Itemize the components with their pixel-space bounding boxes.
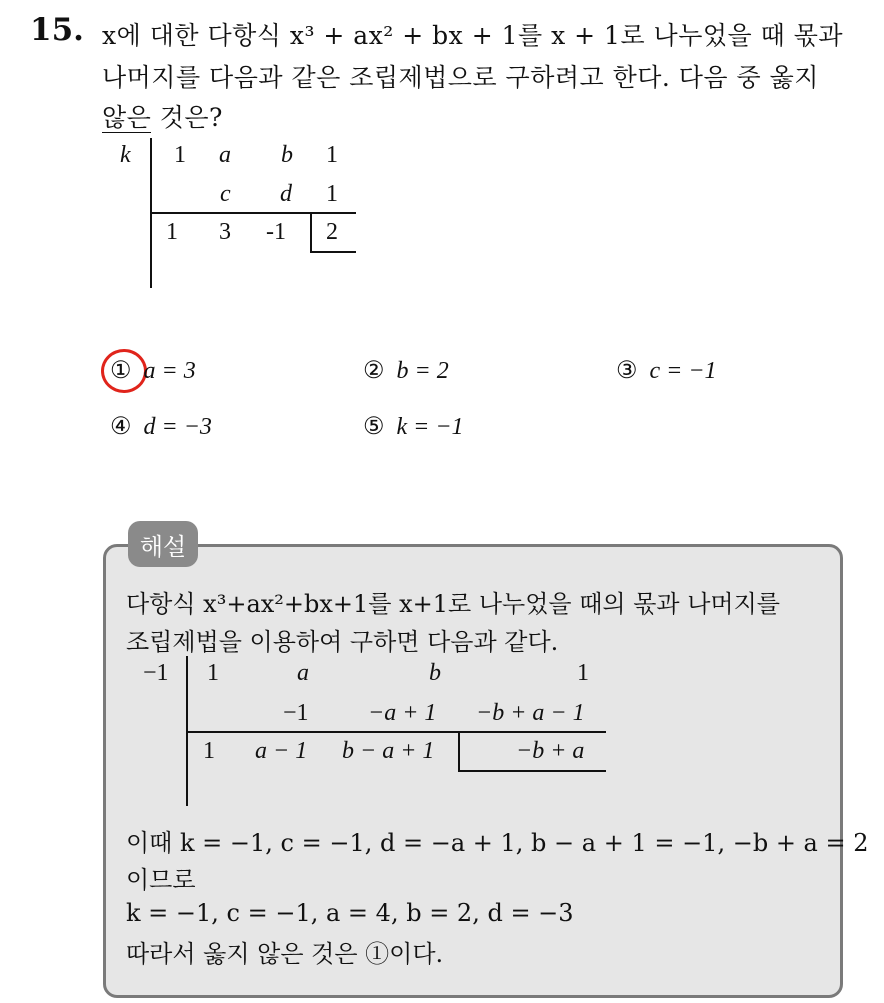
- solution-row2-cell: −1: [283, 700, 309, 726]
- choice-text: k = −1: [396, 414, 464, 440]
- table-remainder: 2: [326, 219, 338, 245]
- solution-line-5: k = −1, c = −1, a = 4, b = 2, d = −3: [126, 899, 574, 927]
- solution-row3-cell: 1: [203, 738, 215, 764]
- choice-text: c = −1: [649, 358, 717, 384]
- solution-row3-cell: a − 1: [255, 738, 308, 764]
- solution-remainder-horizontal-rule: [458, 770, 606, 772]
- question-number: 15.: [30, 12, 84, 48]
- table-row1-cell: 1: [174, 142, 186, 168]
- solution-table-horizontal-rule: [186, 731, 606, 733]
- choice-2[interactable]: [363, 356, 449, 385]
- solution-line-4: 이므로: [126, 866, 196, 894]
- table-horizontal-rule: [150, 212, 356, 214]
- solution-row1-cell: a: [297, 660, 309, 686]
- choice-marker: ⑤: [363, 414, 385, 440]
- table-row1-cell: 1: [326, 142, 338, 168]
- choice-1[interactable]: [110, 356, 196, 385]
- solution-row1-cell: 1: [577, 660, 589, 686]
- choice-marker: ①: [110, 358, 132, 384]
- question-line-3: [102, 98, 223, 134]
- underlined-negation: 않은: [102, 103, 152, 132]
- solution-table-divisor: −1: [143, 660, 169, 686]
- question-line-3-rest: 것은?: [151, 103, 223, 132]
- solution-line-1: 다항식 x³+ax²+bx+1를 x+1로 나누었을 때의 몫과 나머지를: [126, 590, 780, 618]
- table-row2-cell: d: [280, 181, 292, 207]
- solution-row1-cell: 1: [207, 660, 219, 686]
- question-line-2: 나머지를 다음과 같은 조립제법으로 구하려고 한다. 다음 중 옳지: [102, 63, 819, 92]
- solution-row2-cell: −a + 1: [368, 700, 437, 726]
- solution-tag: 해설: [128, 521, 198, 567]
- remainder-vertical-rule: [310, 212, 312, 252]
- choice-text: d = −3: [143, 414, 212, 440]
- table-row2-cell: 1: [326, 181, 338, 207]
- solution-row3-cell: b − a + 1: [342, 738, 435, 764]
- choice-marker: ④: [110, 414, 132, 440]
- table-row3-cell: -1: [266, 219, 286, 245]
- choice-text: b = 2: [396, 358, 449, 384]
- solution-table-remainder: −b + a: [516, 738, 585, 764]
- question-line-1: x에 대한 다항식 x³ + ax² + bx + 1를 x + 1로 나누었을 때 몫과: [102, 21, 844, 50]
- solution-row1-cell: b: [429, 660, 441, 686]
- solution-row2-cell: −b + a − 1: [476, 700, 585, 726]
- remainder-horizontal-rule: [310, 251, 356, 253]
- solution-line-3: 이때 k = −1, c = −1, d = −a + 1, b − a + 1 = −1, −b + a = 2: [126, 829, 869, 857]
- choice-text: a = 3: [143, 358, 196, 384]
- table-row1-cell: a: [219, 142, 231, 168]
- choice-marker: ③: [616, 358, 638, 384]
- table-row3-cell: 3: [219, 219, 231, 245]
- solution-line-2: 조립제법을 이용하여 구하면 다음과 같다.: [126, 628, 559, 656]
- choice-3[interactable]: [616, 356, 717, 385]
- choice-4[interactable]: [110, 412, 212, 441]
- table-row1-cell: b: [281, 142, 293, 168]
- table-row3-cell: 1: [166, 219, 178, 245]
- choice-marker: ②: [363, 358, 385, 384]
- choice-5[interactable]: [363, 412, 464, 441]
- table-divisor: k: [120, 142, 131, 168]
- table-row2-cell: c: [220, 181, 231, 207]
- solution-remainder-vertical-rule: [458, 731, 460, 771]
- solution-line-6: 따라서 옳지 않은 것은 ①이다.: [126, 940, 444, 968]
